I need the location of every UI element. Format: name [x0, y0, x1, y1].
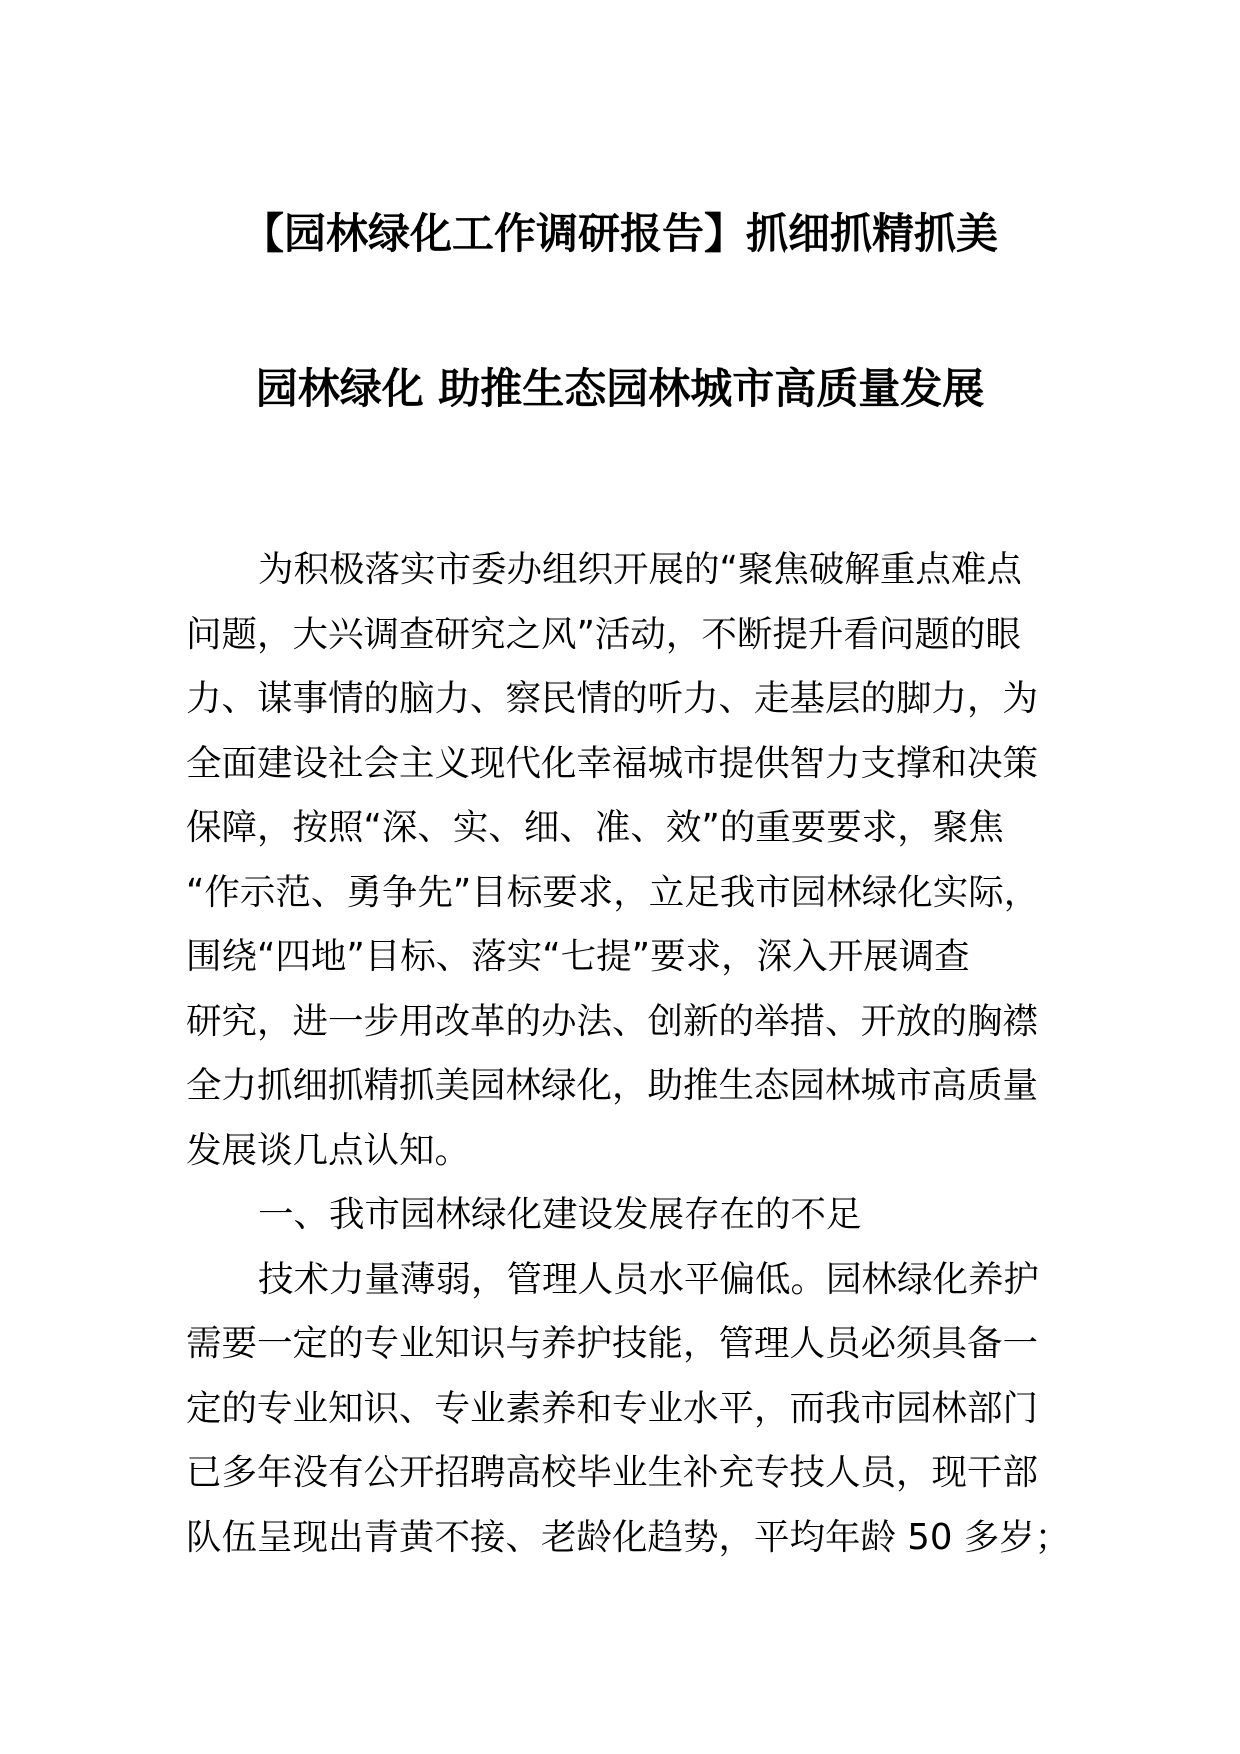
section-heading: 一、我市园林绿化建设发展存在的不足: [258, 1194, 862, 1235]
paragraph-line: 全面建设社会主义现代化幸福城市提供智力支撑和决策: [186, 742, 1039, 784]
paragraph-line: 研究，进一步用改革的办法、创新的举措、开放的胸襟: [186, 1000, 1039, 1042]
document-title-line-1: 【园林绿化工作调研报告】抓细抓精抓美: [241, 209, 998, 258]
paragraph-line: 为积极落实市委办组织开展的“聚焦破解重点难点: [258, 549, 1022, 590]
paragraph-line: 已多年没有公开招聘高校毕业生补充专技人员，现干部: [186, 1452, 1039, 1493]
paragraph-line: 围绕“四地”目标、落实“七提”要求，深入开展调查: [186, 936, 970, 977]
paragraph-line: 力、谋事情的脑力、察民情的听力、走基层的脚力，为: [186, 678, 1039, 719]
paragraph-line: 需要一定的专业知识与养护技能，管理人员必须具备一: [186, 1323, 1039, 1364]
paragraph-line: 发展谈几点认知。: [186, 1129, 471, 1171]
paragraph-line: 问题，大兴调查研究之风”活动，不断提升看问题的眼: [186, 613, 1021, 655]
paragraph-line: 保障，按照“深、实、细、准、效”的重要要求，聚焦: [186, 807, 1004, 848]
paragraph-line: 定的专业知识、专业素养和专业水平，而我市园林部门: [186, 1387, 1039, 1429]
document-title-line-2: 园林绿化 助推生态园林城市高质量发展: [255, 364, 985, 413]
paragraph-line: 队伍呈现出青黄不接、老龄化趋势，平均年龄 50 多岁；: [186, 1516, 1071, 1558]
section-1: [186, 1183, 1086, 1570]
paragraph-intro: [186, 538, 1086, 1183]
paragraph-line: “作示范、勇争先”目标要求，立足我市园林绿化实际，: [186, 871, 1040, 913]
paragraph-line: 全力抓细抓精抓美园林绿化，助推生态园林城市高质量: [186, 1065, 1039, 1106]
paragraph-line: 技术力量薄弱，管理人员水平偏低。园林绿化养护: [258, 1258, 1040, 1300]
